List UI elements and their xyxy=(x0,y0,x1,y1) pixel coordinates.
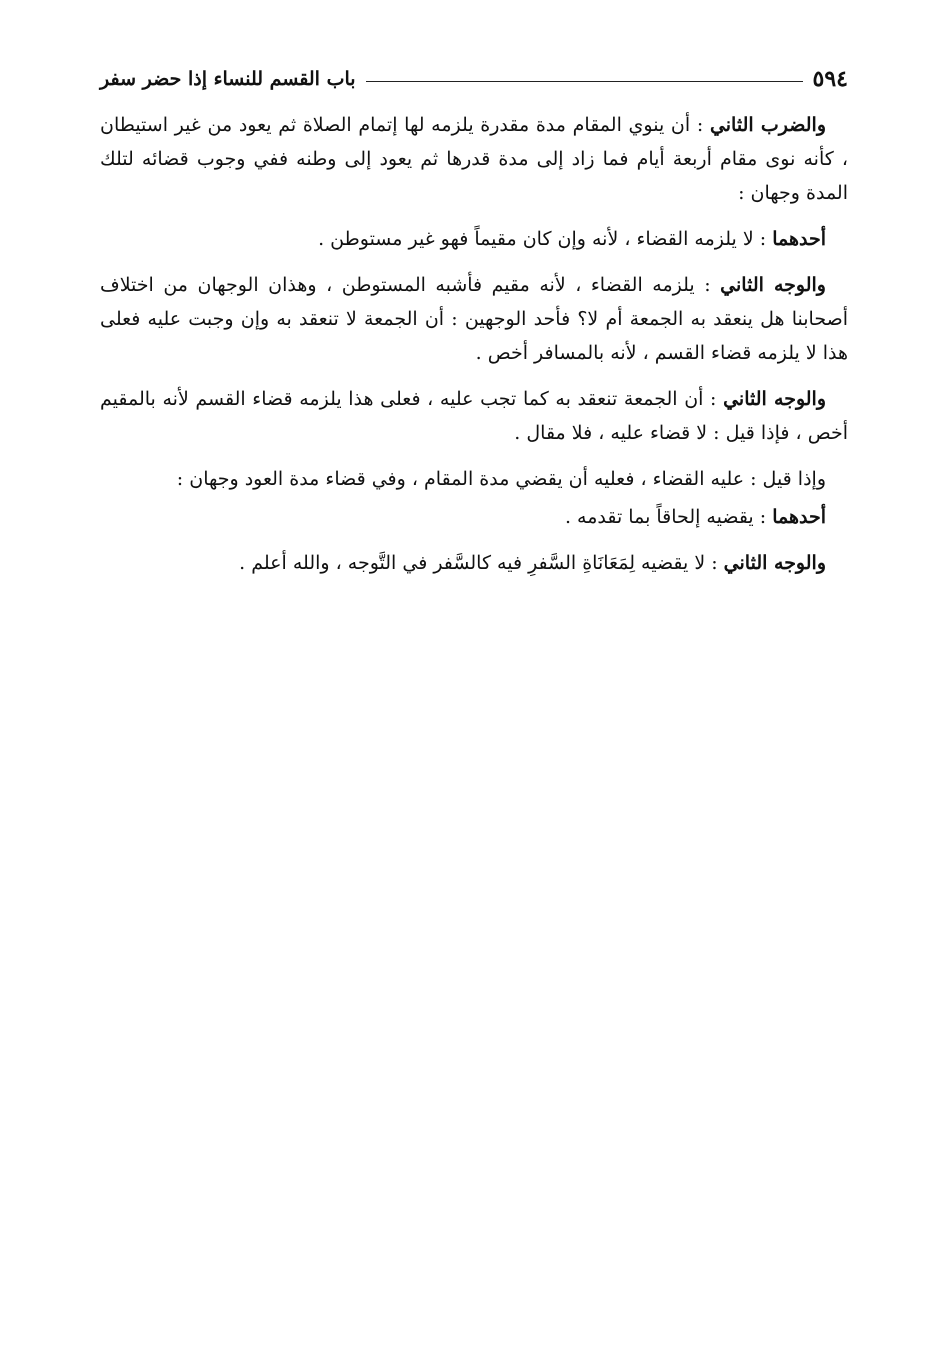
paragraph-lead: والوجه الثاني xyxy=(723,552,826,574)
paragraph-lead: أحدهما xyxy=(772,228,826,250)
paragraph-text: : أن الجمعة تنعقد به كما تجب عليه ، فعلى هذا يلزمه قضاء القسم لأنه بالمقيم أخص ، فإذا قيل : لا قضاء عليه ، فلا مقال . xyxy=(100,388,848,444)
paragraph xyxy=(100,500,848,534)
header-rule xyxy=(366,81,803,82)
paragraph xyxy=(100,268,848,370)
paragraph xyxy=(100,462,848,496)
paragraph-text: : لا يقضيه لِمَعَانَاةِ السَّفرِ فيه كالسَّفر في التَّوجه ، والله أعلم . xyxy=(239,552,724,574)
paragraph-text: : لا يلزمه القضاء ، لأنه وإن كان مقيماً فهو غير مستوطن . xyxy=(318,228,773,250)
paragraph-text: وإذا قيل : عليه القضاء ، فعليه أن يقضي مدة المقام ، وفي قضاء مدة العود وجهان : xyxy=(176,468,826,490)
running-header xyxy=(100,62,848,96)
paragraph-lead: والوجه الثاني xyxy=(723,388,827,410)
body-text xyxy=(100,108,848,592)
paragraph-text: : يلزمه القضاء ، لأنه مقيم فأشبه المستوطن ، وهذان الوجهان من اختلاف أصحابنا هل ينعقد به الجمعة أم لا؟ فأحد الوجهين : أن الجمعة لا تنعقد به وإن وجبت عليه فعلى هذا لا يلزمه قضاء القسم ، لأنه بالمسافر أخص . xyxy=(100,274,848,364)
paragraph-lead: أحدهما xyxy=(772,506,826,528)
paragraph xyxy=(100,222,848,256)
paragraph-lead: والوجه الثاني xyxy=(720,274,826,296)
paragraph xyxy=(100,108,848,210)
paragraph-text: : أن ينوي المقام مدة مقدرة يلزمه لها إتمام الصلاة ثم يعود من غير استيطان ، كأنه نوى مقام أربعة أيام فما زاد إلى مدة قدرها ثم يعود إلى وطنه ففي وجوب قضائه لتلك المدة وجهان : xyxy=(100,114,848,204)
paragraph xyxy=(100,546,848,580)
chapter-title: باب القسم للنساء إذا حضر سفر xyxy=(100,68,356,90)
paragraph xyxy=(100,382,848,450)
paragraph-text: : يقضيه إلحاقاً بما تقدمه . xyxy=(564,506,773,528)
page-number: ٥٩٤ xyxy=(812,66,848,92)
paragraph-lead: والضرب الثاني xyxy=(709,114,826,136)
